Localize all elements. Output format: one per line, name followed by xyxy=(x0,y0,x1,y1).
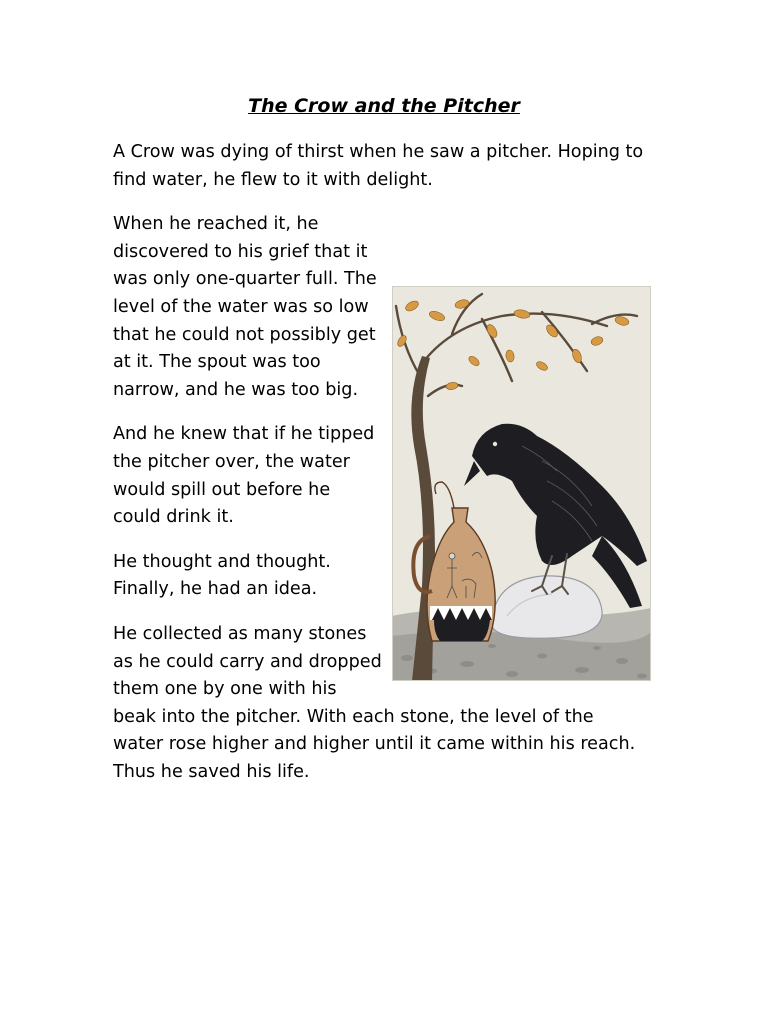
crow-and-pitcher-illustration xyxy=(392,286,651,681)
paragraph-1: A Crow was dying of thirst when he saw a pitcher. Hoping to find water, he flew to it with delight. xyxy=(113,142,644,190)
paragraph-4: He thought and thought. Finally, he had an idea. xyxy=(113,551,331,600)
story-body xyxy=(113,139,648,803)
paragraph-5: He collected as many stones as he could carry and dropped them one by one with his beak into the pitcher. With each stone, the level of the water rose higher and higher until it came within his reach. Thus he saved his life. xyxy=(113,623,636,782)
document-title: The Crow and the Pitcher xyxy=(248,95,520,117)
paragraph-3: And he knew that if he tipped the pitcher over, the water would spill out before he could drink it. xyxy=(113,424,375,528)
paragraph-2: When he reached it, he discovered to his grief that it was only one-quarter full. The level of the water was so low that he could not possibly get at it. The spout was too narrow, and he was too big. xyxy=(113,214,377,400)
